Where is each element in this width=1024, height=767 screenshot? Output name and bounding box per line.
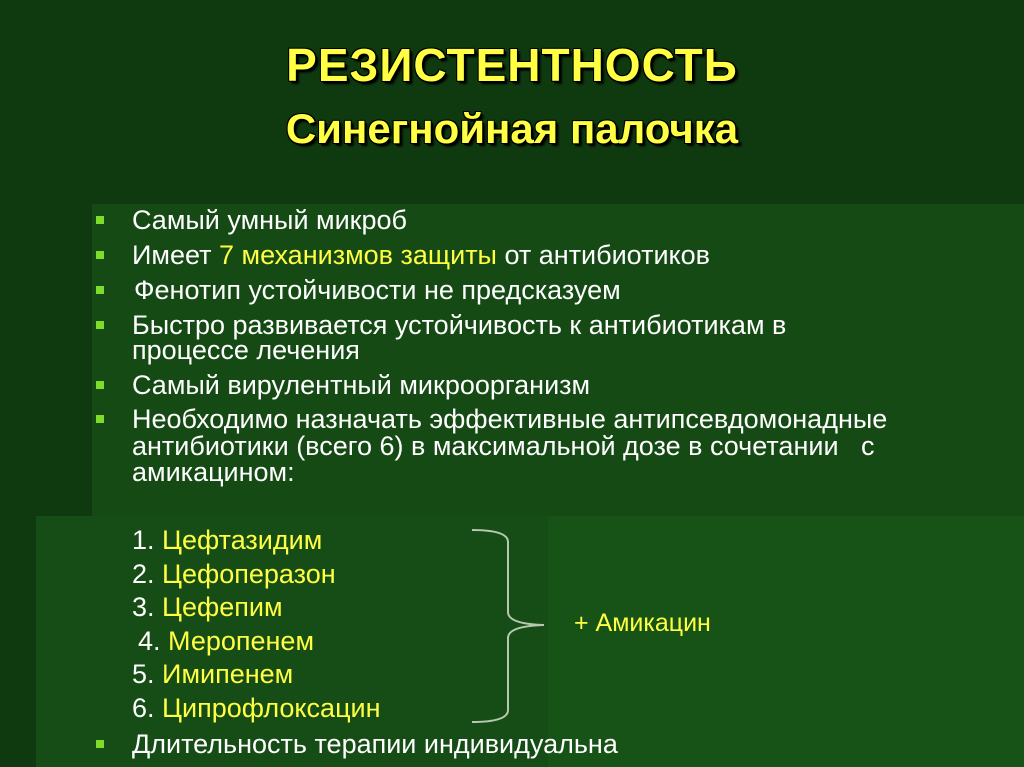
bullet-marker-icon [96, 381, 104, 389]
bullet-text: амикацином: [132, 457, 295, 487]
bullet-text: Длительность терапии индивидуальна [132, 729, 618, 759]
bullet-text: Быстро развивается устойчивость к антибиотикам в [132, 310, 787, 340]
bullet-text: антибиотики (всего 6) в максимальной дозе в сочетании с [132, 431, 875, 461]
drug-number: 6. [132, 693, 163, 723]
bullet-text-part: Имеет [132, 240, 219, 270]
drug-name: Цефтазидим [162, 525, 323, 555]
slide-subtitle: Синегнойная палочка [285, 105, 739, 152]
drug-number: 4. [138, 626, 169, 656]
bullet-marker-icon [96, 740, 104, 748]
bullet-text: Самый умный микроб [132, 205, 407, 235]
bullet-text [132, 242, 1016, 269]
bullet-marker-icon [96, 286, 104, 294]
drug-name: Цефоперазон [162, 559, 336, 589]
bullet-highlight: 7 механизмов защиты [218, 240, 497, 270]
right-brace-icon [468, 528, 548, 724]
bullet-marker-icon [96, 216, 104, 224]
drug-name: Ципрофлоксацин [162, 693, 381, 723]
content-panel-shade [548, 516, 1024, 767]
bullet-marker-icon [96, 321, 104, 329]
bullet-text: Фенотип устойчивости не предсказуем [134, 275, 621, 305]
drug-name: Меропенем [168, 626, 314, 656]
drug-list-item [132, 659, 293, 689]
drug-number: 5. [132, 659, 163, 689]
combination-label: + Амикацин [574, 609, 711, 637]
bullet-text: процессе лечения [132, 335, 360, 365]
slide-title: РЕЗИСТЕНТНОСТЬ [286, 39, 738, 91]
bullet-text-part: от антибиотиков [496, 240, 711, 270]
drug-number: 1. [132, 525, 163, 555]
drug-list-item [132, 592, 283, 622]
bullet-text: Самый вирулентный микроорганизм [132, 370, 591, 400]
drug-name: Цефепим [162, 592, 283, 622]
drug-list-item [138, 626, 314, 656]
bullet-text: Необходимо назначать эффективные антипсевдомонадные [132, 404, 888, 434]
drug-list-item [132, 559, 336, 589]
bullet-marker-icon [96, 415, 104, 423]
bullet-marker-icon [96, 251, 104, 259]
drug-number: 2. [132, 559, 163, 589]
drug-list-item [132, 525, 322, 555]
drug-number: 3. [132, 592, 163, 622]
drug-name: Имипенем [162, 659, 294, 689]
drug-list-item [132, 693, 381, 723]
